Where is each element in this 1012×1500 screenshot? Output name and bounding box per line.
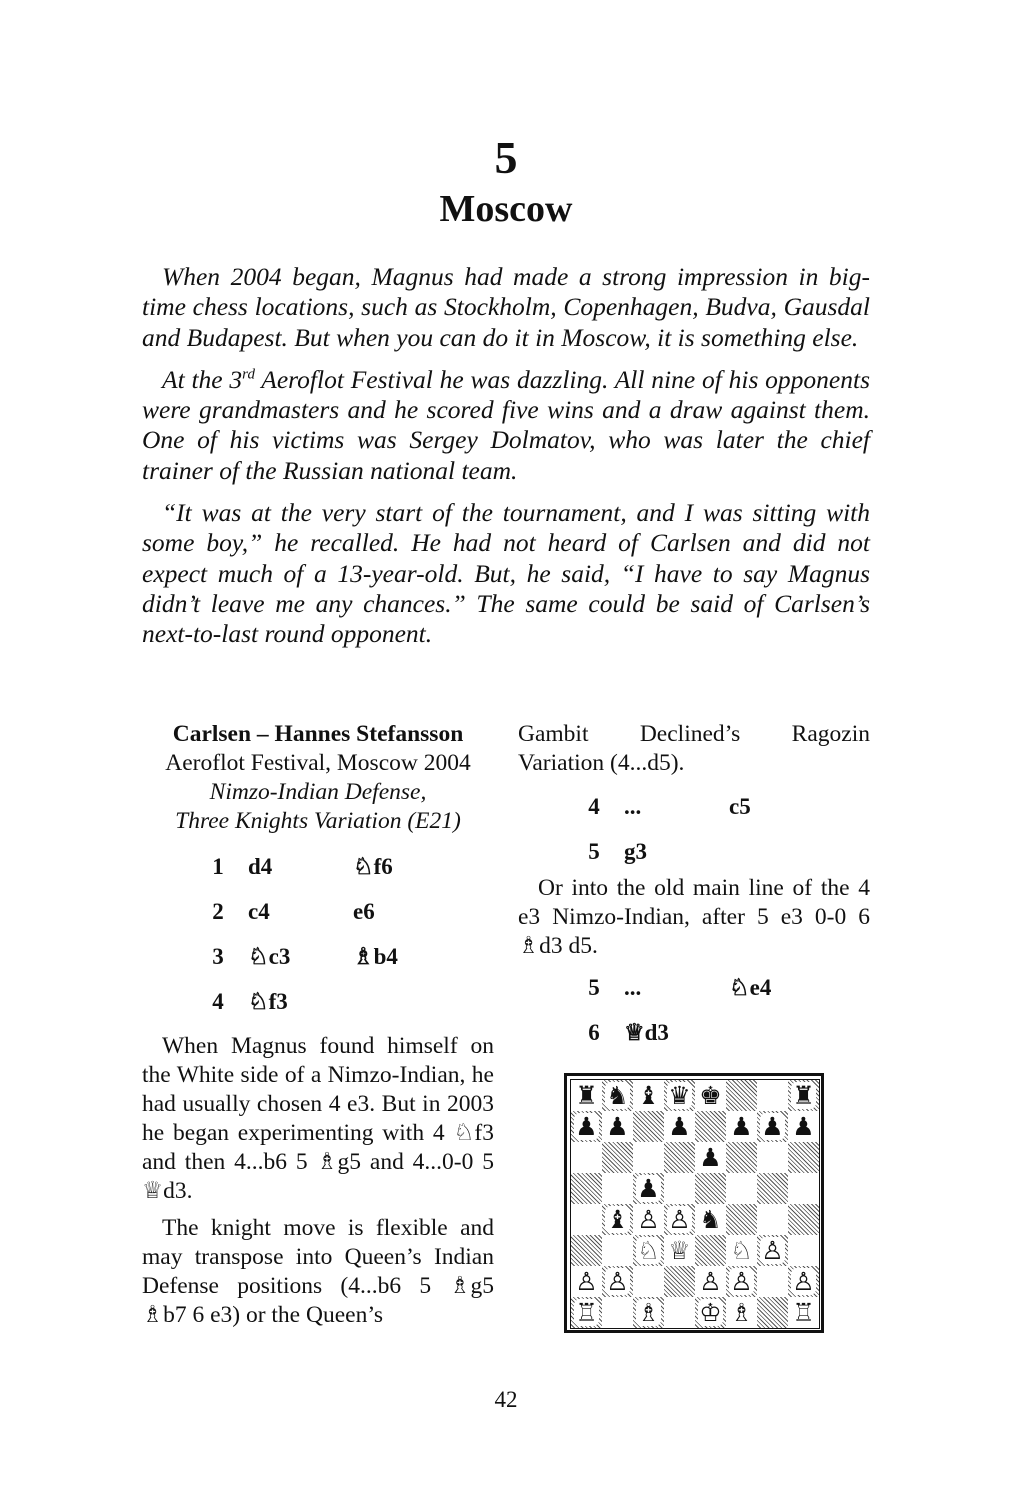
- square-f1: [726, 1297, 757, 1328]
- chess-piece-icon: ♟: [668, 1112, 691, 1141]
- chess-piece-icon: ♝: [637, 1081, 660, 1110]
- chess-piece-icon: ♙: [668, 1205, 691, 1234]
- move-row: [204, 979, 494, 1024]
- black-move: ♘e4: [729, 974, 772, 1000]
- move-row: [580, 965, 870, 1010]
- game-event: Aeroflot Festival, Moscow 2004: [165, 750, 471, 776]
- square-d2: [664, 1266, 695, 1297]
- chess-piece-icon: ♞: [699, 1205, 722, 1234]
- chess-board: [570, 1079, 820, 1329]
- chess-piece-icon: ♟: [606, 1112, 629, 1141]
- move-list-b: [518, 965, 870, 1055]
- chess-piece-icon: ♞: [606, 1081, 629, 1110]
- intro-section: [142, 262, 870, 662]
- right-paragraph-2: Or into the old main line of the 4 e3 Nimzo-Indian, after 5 e3 0-0 6 ♗d3 d5.: [518, 875, 870, 959]
- square-d7: [664, 1111, 695, 1142]
- square-b2: [602, 1266, 633, 1297]
- black-move: c5: [729, 793, 751, 819]
- square-g2: [757, 1266, 788, 1297]
- square-e6: [695, 1142, 726, 1173]
- intro-paragraph-1: When 2004 began, Magnus had made a strong impression in big-time chess locations, such as Stockholm, Copenhagen, Budva, Gausdal and Budapest. But when you can do it in Moscow, it is something else.: [142, 262, 870, 352]
- square-g8: [757, 1080, 788, 1111]
- square-b8: [602, 1080, 633, 1111]
- square-a8: [571, 1080, 602, 1111]
- square-e5: [695, 1173, 726, 1204]
- chess-piece-icon: ♟: [730, 1112, 753, 1141]
- intro-paragraph-2-rest: Aeroflot Festival he was dazzling. All nine of his opponents were grandmasters and he scored five wins and a draw against them. One of his victims was Sergey Dolmatov, who was later the chief trainer of the Russian national team.: [142, 364, 870, 485]
- square-g7: [757, 1111, 788, 1142]
- left-column: [142, 720, 494, 1330]
- move-number: 3: [212, 943, 224, 969]
- square-h1: [788, 1297, 819, 1328]
- chess-piece-icon: ♟: [637, 1174, 660, 1203]
- square-g4: [757, 1204, 788, 1235]
- square-e3: [695, 1235, 726, 1266]
- square-g1: [757, 1297, 788, 1328]
- chapter-number: 5: [494, 132, 518, 183]
- game-header: [142, 720, 494, 836]
- move-list-a: [518, 784, 870, 874]
- intro-paragraph-2: [142, 365, 870, 486]
- square-c6: [633, 1142, 664, 1173]
- square-c1: [633, 1297, 664, 1328]
- square-h3: [788, 1235, 819, 1266]
- square-c5: [633, 1173, 664, 1204]
- square-a5: [571, 1173, 602, 1204]
- right-paragraph-1: Gambit Declined’s Ragozin Variation (4...d5).: [518, 721, 870, 776]
- chess-piece-icon: ♔: [699, 1298, 722, 1327]
- square-g3: [757, 1235, 788, 1266]
- chess-piece-icon: ♖: [792, 1298, 815, 1327]
- move-row: [204, 934, 494, 979]
- left-paragraph-2: The knight move is flexible and may transpose into Queen’s Indian Defense positions (4...b6 5 ♗g5 ♗b7 6 e3) or the Queen’s: [142, 1215, 494, 1328]
- square-f6: [726, 1142, 757, 1173]
- chess-piece-icon: ♙: [575, 1267, 598, 1296]
- right-column: [518, 720, 870, 1055]
- square-c2: [633, 1266, 664, 1297]
- chess-piece-icon: ♜: [575, 1081, 598, 1110]
- move-number: 4: [588, 793, 600, 819]
- move-number: 5: [588, 974, 600, 1000]
- move-number: 5: [588, 838, 600, 864]
- square-f2: [726, 1266, 757, 1297]
- square-e2: [695, 1266, 726, 1297]
- square-f8: [726, 1080, 757, 1111]
- intro-paragraph-2-start: At the 3: [162, 364, 243, 394]
- square-c7: [633, 1111, 664, 1142]
- square-h2: [788, 1266, 819, 1297]
- chapter-title: Moscow: [439, 188, 573, 230]
- chess-piece-icon: ♗: [637, 1298, 660, 1327]
- square-b4: [602, 1204, 633, 1235]
- move-row: [204, 889, 494, 934]
- square-a3: [571, 1235, 602, 1266]
- white-move: g3: [624, 838, 647, 864]
- square-e7: [695, 1111, 726, 1142]
- square-h7: [788, 1111, 819, 1142]
- square-d5: [664, 1173, 695, 1204]
- square-c4: [633, 1204, 664, 1235]
- chess-piece-icon: ♙: [637, 1205, 660, 1234]
- chess-piece-icon: ♘: [637, 1236, 660, 1265]
- game-opening-2: Three Knights Variation (E21): [175, 808, 461, 834]
- square-b3: [602, 1235, 633, 1266]
- white-move: d4: [248, 853, 273, 879]
- chess-piece-icon: ♙: [699, 1267, 722, 1296]
- square-d6: [664, 1142, 695, 1173]
- chess-diagram: [564, 1073, 824, 1333]
- square-d4: [664, 1204, 695, 1235]
- square-b5: [602, 1173, 633, 1204]
- chess-piece-icon: ♟: [761, 1112, 784, 1141]
- game-players: Carlsen – Hannes Stefansson: [172, 721, 464, 747]
- chess-piece-icon: ♟: [575, 1112, 598, 1141]
- chess-piece-icon: ♙: [761, 1236, 784, 1265]
- square-b6: [602, 1142, 633, 1173]
- move-row: [580, 784, 870, 829]
- black-move: ♗b4: [353, 943, 398, 969]
- game-opening-1: Nimzo-Indian Defense,: [209, 779, 427, 805]
- black-move: e6: [353, 898, 375, 924]
- move-number: 1: [212, 853, 224, 879]
- move-row: [204, 844, 494, 889]
- square-d1: [664, 1297, 695, 1328]
- chess-piece-icon: ♛: [668, 1081, 691, 1110]
- intro-paragraph-3: “It was at the very start of the tournament, and I was sitting with some boy,” he recalled. He had not heard of Carlsen and did not expect much of a 13-year-old. But, he said, “I have to say Magnus didn’t leave me any chances.” The same could be said of Carlsen’s next-to-last round opponent.: [142, 498, 870, 649]
- square-h4: [788, 1204, 819, 1235]
- white-move: ♕d3: [624, 1019, 669, 1045]
- chess-piece-icon: ♙: [730, 1267, 753, 1296]
- square-b1: [602, 1297, 633, 1328]
- square-f4: [726, 1204, 757, 1235]
- chess-piece-icon: ♜: [792, 1081, 815, 1110]
- move-number: 6: [588, 1019, 600, 1045]
- square-c3: [633, 1235, 664, 1266]
- chess-piece-icon: ♟: [699, 1143, 722, 1172]
- chess-piece-icon: ♟: [792, 1112, 815, 1141]
- move-row: [580, 1010, 870, 1055]
- chess-piece-icon: ♚: [699, 1081, 722, 1110]
- move-row: [580, 829, 870, 874]
- white-move: ...: [624, 793, 642, 819]
- black-move: ♘f6: [353, 853, 393, 879]
- square-h6: [788, 1142, 819, 1173]
- chess-piece-icon: ♖: [575, 1298, 598, 1327]
- ordinal-suffix: rd: [242, 366, 255, 383]
- square-d3: [664, 1235, 695, 1266]
- move-number: 4: [212, 988, 224, 1014]
- square-e8: [695, 1080, 726, 1111]
- move-number: 2: [212, 898, 224, 924]
- square-f7: [726, 1111, 757, 1142]
- white-move: ♘c3: [248, 943, 291, 969]
- white-move: ♘f3: [248, 988, 288, 1014]
- square-b7: [602, 1111, 633, 1142]
- chess-piece-icon: ♝: [606, 1205, 629, 1234]
- chess-piece-icon: ♘: [730, 1236, 753, 1265]
- chess-piece-icon: ♙: [792, 1267, 815, 1296]
- square-a7: [571, 1111, 602, 1142]
- square-h5: [788, 1173, 819, 1204]
- square-a1: [571, 1297, 602, 1328]
- square-g6: [757, 1142, 788, 1173]
- square-c8: [633, 1080, 664, 1111]
- square-e4: [695, 1204, 726, 1235]
- square-f3: [726, 1235, 757, 1266]
- move-list-main: [142, 844, 494, 1024]
- square-h8: [788, 1080, 819, 1111]
- white-move: ...: [624, 974, 642, 1000]
- square-a4: [571, 1204, 602, 1235]
- chess-piece-icon: ♕: [668, 1236, 691, 1265]
- square-f5: [726, 1173, 757, 1204]
- white-move: c4: [248, 898, 270, 924]
- square-d8: [664, 1080, 695, 1111]
- chess-piece-icon: ♗: [730, 1298, 753, 1327]
- square-e1: [695, 1297, 726, 1328]
- page-number: 42: [494, 1387, 518, 1412]
- chess-piece-icon: ♙: [606, 1267, 629, 1296]
- left-paragraph-1: When Magnus found himself on the White side of a Nimzo-Indian, he had usually chosen 4 e3. But in 2003 he began experimenting with 4 ♘f3 and then 4...b6 5 ♗g5 and 4...0-0 5 ♕d3.: [142, 1033, 494, 1204]
- square-a6: [571, 1142, 602, 1173]
- square-a2: [571, 1266, 602, 1297]
- square-g5: [757, 1173, 788, 1204]
